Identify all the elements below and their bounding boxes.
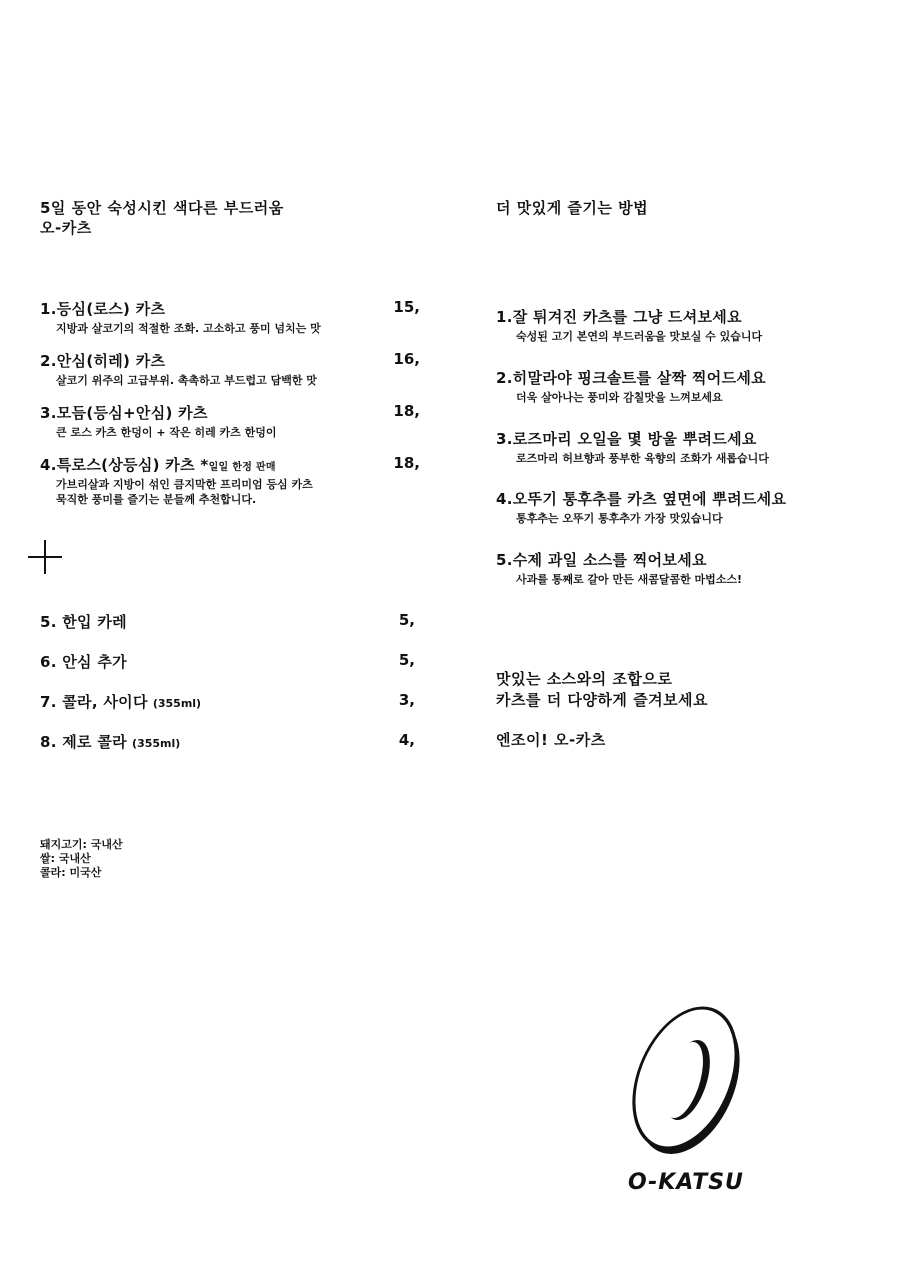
tip-desc: 로즈마리 허브향과 풍부한 육향의 조화가 새롭습니다 [516,452,769,465]
extra-item-price: 5, [398,611,415,629]
closing-line-2: 카츠를 더 다양하게 즐겨보세요 [496,691,709,709]
menu-item-3 [40,402,420,440]
menu-heading-line-2: 오-카츠 [40,219,92,237]
tip-desc: 통후추는 오뚜기 통후추가 가장 맛있습니다 [516,512,723,525]
tip-3 [496,428,769,466]
menu-item-desc-line-2: 묵직한 풍미를 즐기는 분들께 추천합니다. [56,493,257,506]
menu-item-title: 1.등심(로스) 카츠 [40,300,166,318]
extra-item-5 [40,611,415,632]
menu-item-price: 18, [393,402,420,420]
tip-2 [496,367,766,405]
menu-item-1 [40,298,420,336]
menu-item-price: 18, [393,454,420,472]
limited-note: 일일 한정 판매 [208,462,276,473]
menu-item-price: 15, [393,298,420,316]
extra-item-title: 6. 안심 추가 [40,653,127,671]
extra-item-6 [40,651,415,672]
extra-item-title: 7. 콜라, 사이다 [40,693,148,711]
origin-info [40,838,123,880]
menu-item-2 [40,350,420,388]
tip-desc: 사과를 통째로 갈아 만든 새콤달콤한 마법소스! [516,573,743,586]
tip-title: 2.히말라야 핑크솔트를 살짝 찍어드세요 [496,369,766,387]
tip-5 [496,549,742,587]
menu-item-title: 3.모듬(등심+안심) 카츠 [40,404,208,422]
extra-item-7 [40,691,415,712]
menu-item-title: 4.특로스(상등심) 카츠 * [40,456,209,474]
extra-item-volume: (355ml) [152,697,202,710]
extra-item-price: 4, [398,731,415,749]
menu-heading-line-1: 5일 동안 숙성시킨 색다른 부드러움 [40,199,284,217]
extra-item-8 [40,731,415,752]
extra-item-price: 3, [398,691,415,709]
tip-title: 5.수제 과일 소스를 찍어보세요 [496,551,707,569]
tips-heading: 더 맛있게 즐기는 방법 [496,199,649,217]
closing-line-1: 맛있는 소스와의 조합으로 [496,670,673,688]
extra-item-title: 8. 제로 콜라 [40,733,127,751]
extra-item-title: 5. 한입 카레 [40,613,127,631]
tip-1 [496,306,762,344]
tip-title: 3.로즈마리 오일을 몇 방울 뿌려드세요 [496,430,757,448]
menu-item-4 [40,454,420,507]
origin-pork: 돼지고기: 국내산 [40,838,123,851]
extra-item-volume: (355ml) [132,737,181,750]
extra-item-price: 5, [398,651,415,669]
tip-4 [496,488,786,526]
menu-item-desc: 큰 로스 카츠 한덩이 + 작은 히레 카츠 한덩이 [56,426,277,439]
origin-cola: 콜라: 미국산 [40,866,102,879]
tip-desc: 숙성된 고기 본연의 부드러움을 맛보실 수 있습니다 [516,330,763,343]
menu-item-desc: 지방과 살코기의 적절한 조화. 고소하고 풍미 넘치는 맛 [56,322,321,335]
logo-wordmark: O-KATSU [628,1170,744,1195]
menu-item-title: 2.안심(히레) 카츠 [40,352,166,370]
origin-rice: 쌀: 국내산 [40,852,91,865]
o-katsu-logo [620,1000,750,1200]
tip-desc: 더욱 살아나는 풍미와 감칠맛을 느껴보세요 [516,391,723,404]
menu-heading [40,198,284,238]
menu-item-desc-line-1: 가브리살과 지방이 섞인 큼지막한 프리미엄 등심 카츠 [56,478,313,491]
tip-title: 4.오뚜기 통후추를 카츠 옆면에 뿌려드세요 [496,490,787,508]
closing-message [496,669,708,711]
menu-item-desc: 살코기 위주의 고급부위. 촉촉하고 부드럽고 담백한 맛 [56,374,317,387]
tip-title: 1.잘 튀겨진 카츠를 그냥 드셔보세요 [496,308,742,326]
enjoy-message: 엔조이! 오-카츠 [496,731,606,749]
o-logo-icon [620,1000,750,1160]
menu-item-price: 16, [393,350,420,368]
